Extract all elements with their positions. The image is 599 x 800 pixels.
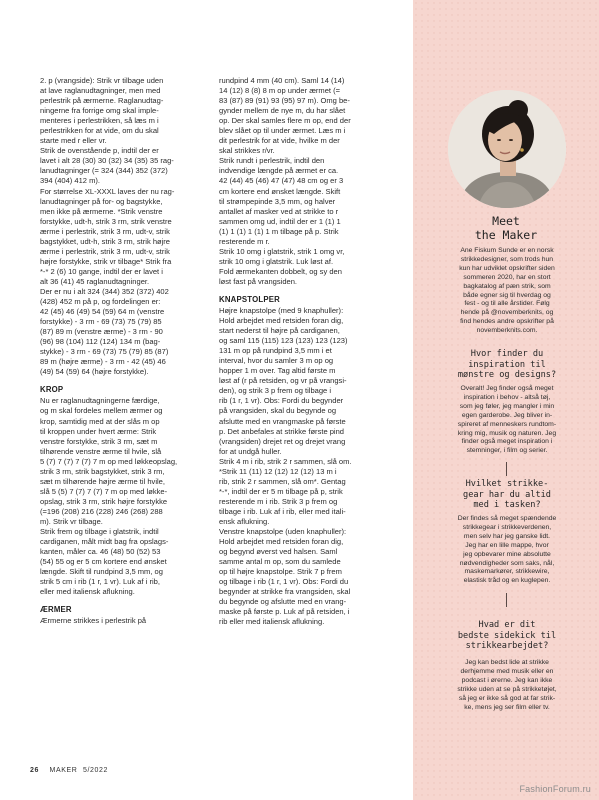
aermer-instructions: Ærmerne strikkes i perlestrik på (40, 616, 147, 626)
answer-gear: Der findes så meget spændende strikkegear i strikkeverdenen, men selv har jeg ganske lidt. Jeg har en lille mappe, hvor jeg opbevarer mine absolutte nødvendigheder som saks, nål, maskemarkører, strikkewire, elastisk tråd og en kuglepen. (457, 515, 557, 585)
question-inspiration: Hvor finder du inspiration til mønstre og designs? (457, 349, 557, 381)
section-heading-aermer: ÆRMER (40, 605, 72, 615)
sidebar-title: Meet the Maker (474, 214, 538, 242)
article-column-middle (219, 76, 379, 627)
krop-instructions: Nu er raglanudtagningerne færdige, og m skal fordeles mellem ærmer og krop, samtidig med at der slås m op til kroppen under hvert ærme: Strik venstre forstykke, strik 3 rm, sæt m tilhørende venstre ærme til hvile, slå 5 (7) 7 (7) 7 (7) 7 m op med løkkeopslag, strik 3 rm, strik bagstykket, strik 3 rm, sæt m tilhørende højre ærme til hvile, slå 5 (5) 7 (7) 7 (7) 7 m op med løkke- opslag, strik 3 rm, strik højre forstykke (=196 (208) 216 (228) 246 (268) 288 m). Strik vr tilbage. Strik frem og tilbage i glatstrik, indtil cardiganen, målt midt bag fra opslags- kanten, måler ca. 46 (48) 50 (52) 53 (54) 55 og er 5 cm kortere end ønsket længde. Skift til rundpind 3,5 mm, og strik 5 cm i rib (1 r, 1 vr). Luk af i rib, eller med italiensk aflukning. (40, 396, 178, 597)
knapstolper-instructions: Højre knapstolpe (med 9 knaphuller): Hold arbejdet med retsiden foran dig, start nederst til højre på cardiganen, og saml 115 (115) 123 (123) 123 (123) 131 m op på rundpind 3,5 mm i et interval, hvor du samler 3 m op og hopper 1 m over. Tag altid første m løst af (r på retsiden, og vr på vrangsi- den), og strik 3 p frem og tilbage i rib (1 r, 1 vr). Obs: Fordi du begynder på vrangsiden, skal du begynde og afslutte med en vrangmaske på første p. Det anbefales at strikke første pind (vrangsiden) drejet ret og drejet vrang for at undgå huller. Strik 4 m i rib, strik 2 r sammen, slå om. *Strik 11 (11) 12 (12) 12 (12) 13 m i rib, strik 2 r sammen, slå om*. Gentag *-*, indtil der er 5 m tilbage på p, strik resterende m i rib. Strik 3 p frem og tilbage i rib. Luk af i rib, eller med itali- ensk aflukning. Venstre knapstolpe (uden knaphuller): Hold arbejdet med retsiden foran dig, og begynd øverst ved halsen. Saml samme antal m op, som du samlede op til højre knapstolpe. Strik 7 p frem og tilbage i rib (1 r, 1 vr). Obs: Fordi du begynder at strikke fra vrangsiden, skal du begynde og afslutte med en vrang- maske på første p. Luk af på retsiden, i rib eller med italiensk aflukning. (219, 305, 352, 627)
answer-inspiration: Overalt! Jeg finder også meget inspiration i behov - altså tøj, som jeg føler, jeg mangler i min egen garderobe. Jeg bliver in- spireret af menneskers rundtom- kring mig, musik og naturen. Jeg finder også meget inspiration i stemninger, i film og serier. (457, 385, 557, 455)
page-number: 26 (30, 767, 39, 774)
sleeve-instructions: rundpind 4 mm (40 cm). Saml 14 (14) 14 (12) 8 (8) 8 m op under ærmet (= 83 (87) 89 (91) 93 (95) 97 m). Omg be- gynder mellem de nye m, du har slået op. Der skal samles flere m op, end der blev slået op til under ærmet. Læs m i dit perlestrik for at vide, hvilke m der skal strikkes r/vr. Strik rundt i perlestrik, indtil den indvendige længde på ærmet er ca. 42 (44) 45 (46) 47 (47) 48 cm og er 3 cm kortere end ønsket længde. Skift til strømpepinde 3,5 mm, og halver antallet af masker ved at strikke to r sammen omg ud, indtil der er 1 (1) 1 (1) 1 (1) 1 (1) 1 m tilbage på p. Strik resterende m r. Strik 10 omg i glatstrik, strik 1 omg vr, strik 10 omg i glatstrik. Luk løst af. Fold ærmekanten dobbelt, og sy den løst fast på vrangsiden. (219, 76, 351, 286)
designer-bio: Ane Fiskum Sunde er en norsk strikkedesigner, som trods hun kun har udviklet opskrifter siden sommeren 2020, har en stort bagkatalog af pæn strik, som både egner sig til hverdag og fest - og til alle årstider. Følg hende på @novemberknits, og find hendes andre opskrifter på novemberknits.com. (459, 247, 555, 335)
divider-line (506, 593, 507, 607)
question-sidekick: Hvad er dit bedste sidekick til strikkearbejdet? (457, 620, 557, 652)
article-column-left (40, 76, 198, 626)
question-gear: Hvilket strikke- gear har du altid med i tasken? (463, 479, 551, 511)
watermark: FashionForum.ru (519, 784, 591, 794)
answer-sidekick: Jeg kan bedst lide at strikke derhjemme med musik eller en podcast i ørerne. Jeg kan ikke strikke uden at se på strikketøjet, så jeg er ikke så god at far strik- ke, mens jeg ser film eller tv. (457, 659, 557, 711)
page-footer (30, 767, 108, 774)
section-heading-krop: KROP (40, 385, 64, 395)
raglan-instructions: 2. p (vrangside): Strik vr tilbage uden at lave raglanudtagninger, men med perlestrik på ærmerne. Raglanudtag- ningerne fra forrige omg skal imple- menteres i perlestrikken, så læs m i perlestrikken for at vide, om du skal starte med r eller vr. Strik de ovenstående p, indtil der er lavet i alt 28 (30) 30 (32) 34 (35) 35 rag- lanudtagninger (= 324 (344) 352 (372) 394 (404) 412 m). For størrelse XL-XXXL laves der nu rag- lanudtagninger på for- og bagstykke, men ikke på ærmerne. *Strik venstre forstykke, udt-h, strik 3 rm, strik venstre ærme i perlestrik, strik 3 rm, udt-v, strik bagstykket, udt-h, strik 3 rm, strik højre ærme i perlestrik, strik 3 rm, udt-v, strik højre forstykke, strik vr tilbage* Strik fra *-* 2 (6) 10 gange, indtil der er lavet i alt 36 (41) 45 raglanudtagninger. Der er nu i alt 324 (344) 352 (372) 402 (428) 452 m på p, og fordelingen er: 42 (45) 46 (49) 54 (59) 64 m (venstre forstykke) - 3 rm - 69 (73) 75 (79) 85 (87) 89 m (venstre ærme) - 3 rm - 90 (96) 98 (104) 112 (124) 134 m (bag- stykke) - 3 rm - 69 (73) 75 (79) 85 (87) 89 m (højre ærme) - 3 rm - 42 (45) 46 (49) 54 (59) 64 (højre forstykke). (40, 76, 175, 377)
section-heading-knapstolper: KNAPSTOLPER (219, 294, 280, 304)
divider-line (506, 462, 507, 476)
magazine-name: MAKER (49, 767, 78, 774)
designer-portrait (448, 90, 566, 208)
issue-number: 5/2022 (83, 767, 109, 774)
